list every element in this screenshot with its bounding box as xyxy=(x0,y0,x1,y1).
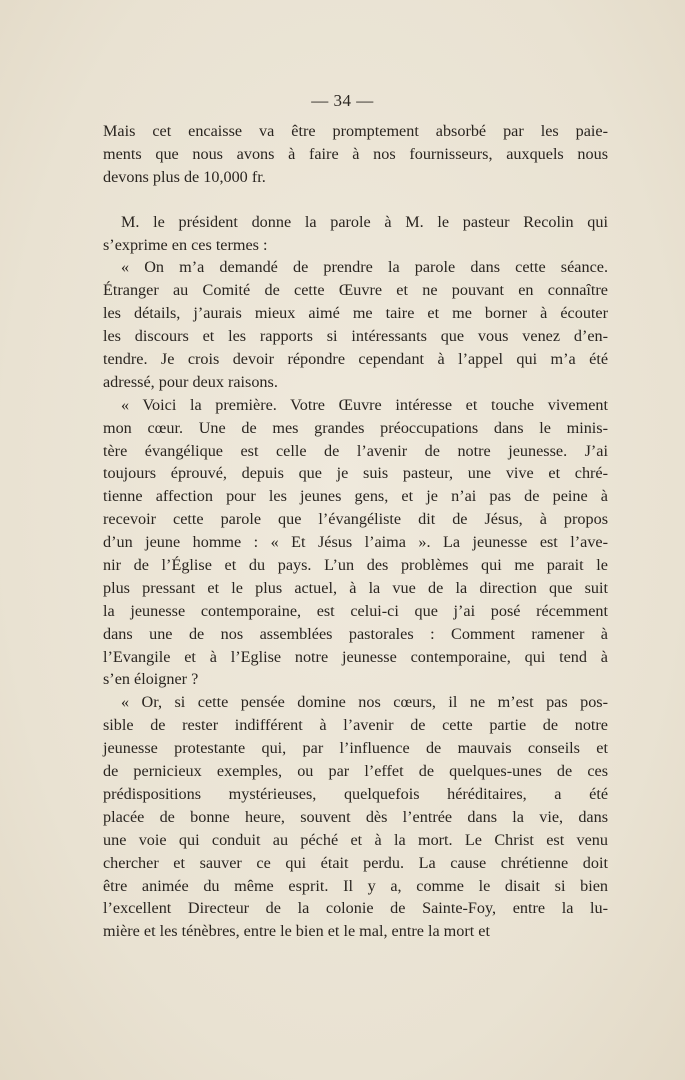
paragraph xyxy=(103,120,608,189)
text-line: chercher et sauver ce qui était perdu. La cause chrétienne doit xyxy=(103,853,608,872)
text-line: recevoir cette parole que l’évangéliste dit de Jésus, à propos xyxy=(103,510,608,529)
text-line: jeunesse protestante qui, par l’influence de mauvais conseils et xyxy=(103,739,608,758)
text-line: placée de bonne heure, souvent dès l’entrée dans la vie, dans xyxy=(103,807,608,826)
text-line: d’un jeune homme : « Et Jésus l’aima ». La jeunesse est l’ave- xyxy=(103,533,608,552)
text-line: s’en éloigner ? xyxy=(103,670,199,689)
text-line: une voie qui conduit au péché et à la mort. Le Christ est venu xyxy=(103,830,608,849)
text-line: mon cœur. Une de mes grandes préoccupations dans le minis- xyxy=(103,418,608,437)
text-line: dans une de nos assemblées pastorales : Comment ramener à xyxy=(103,624,608,643)
text-line: tendre. Je crois devoir répondre cependant à l’appel qui m’a été xyxy=(103,350,608,369)
text-line: tienne affection pour les jeunes gens, et je n’ai pas de peine à xyxy=(103,487,608,506)
text-line: toujours éprouvé, depuis que je suis pasteur, une vive et chré- xyxy=(103,464,608,483)
text-line: les discours et les rapports si intéressants que vous venez d’en- xyxy=(103,327,608,346)
text-line: « Or, si cette pensée domine nos cœurs, il ne m’est pas pos- xyxy=(121,693,608,712)
text-line: M. le président donne la parole à M. le pasteur Recolin qui xyxy=(121,212,608,231)
body-text xyxy=(103,120,608,943)
paragraph xyxy=(103,211,608,257)
text-line: Mais cet encaisse va être promptement absorbé par les paie- xyxy=(103,122,608,140)
text-line: de pernicieux exemples, ou par l’effet de quelques-unes de ces xyxy=(103,762,608,781)
paragraph xyxy=(103,256,608,393)
text-line: les détails, j’aurais mieux aimé me taire et me borner à écouter xyxy=(103,304,608,323)
paragraph-gap xyxy=(103,189,608,211)
text-line: « On m’a demandé de prendre la parole dans cette séance. xyxy=(121,258,608,277)
paragraph xyxy=(103,394,608,692)
text-line: tère évangélique est celle de l’avenir de notre jeunesse. J’ai xyxy=(103,441,608,460)
paragraph xyxy=(103,691,608,943)
text-line: Étranger au Comité de cette Œuvre et ne pouvant en connaître xyxy=(103,281,608,300)
text-line: s’exprime en ces termes : xyxy=(103,235,268,254)
text-line: prédispositions mystérieuses, quelquefois héréditaires, a été xyxy=(103,784,608,803)
text-line: adressé, pour deux raisons. xyxy=(103,372,278,391)
text-line: devons plus de 10,000 fr. xyxy=(103,167,266,186)
text-line: mière et les ténèbres, entre le bien et le mal, entre la mort et xyxy=(103,922,490,941)
text-line: la jeunesse contemporaine, est celui-ci que j’ai posé récemment xyxy=(103,601,608,620)
text-line: l’excellent Directeur de la colonie de Sainte-Foy, entre la lu- xyxy=(103,899,608,918)
text-line: nir de l’Église et du pays. L’un des problèmes qui me parait le xyxy=(103,556,608,575)
text-line: sible de rester indifférent à l’avenir de cette partie de notre xyxy=(103,716,608,735)
text-line: être animée du même esprit. Il y a, comme le disait si bien xyxy=(103,876,608,895)
text-line: plus pressant et le plus actuel, à la vue de la direction que suit xyxy=(103,578,608,597)
text-line: ments que nous avons à faire à nos fournisseurs, auxquels nous xyxy=(103,144,608,163)
page-number: — 34 — xyxy=(311,91,374,110)
text-line: l’Evangile et à l’Eglise notre jeunesse contemporaine, qui tend à xyxy=(103,647,608,666)
text-line: « Voici la première. Votre Œuvre intéresse et touche vivement xyxy=(121,395,608,414)
